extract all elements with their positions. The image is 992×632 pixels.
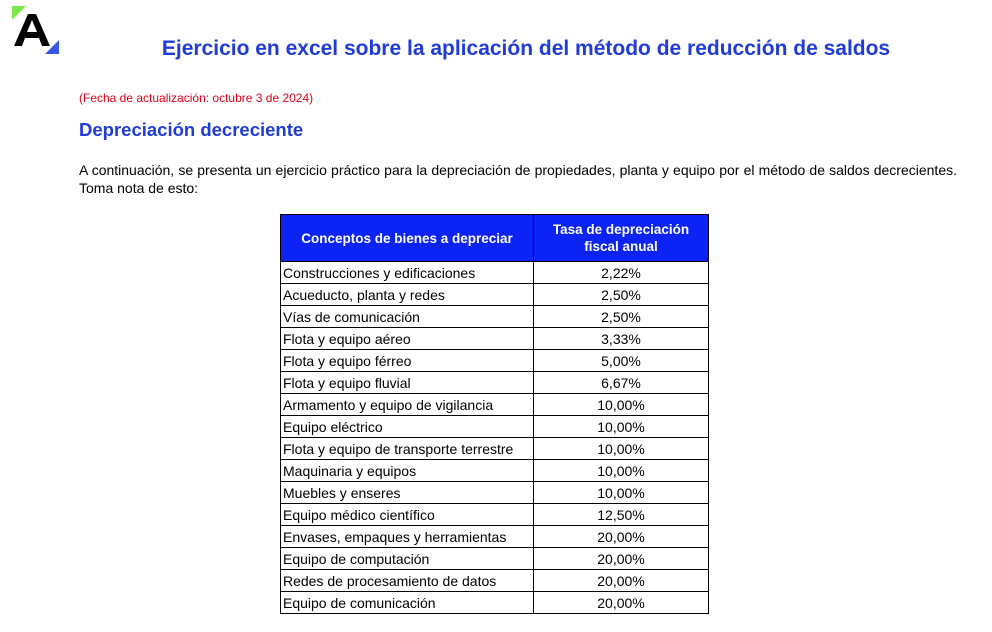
concept-cell: Acueducto, planta y redes xyxy=(281,284,534,306)
rate-cell: 20,00% xyxy=(534,548,709,570)
rate-cell: 20,00% xyxy=(534,526,709,548)
table-row xyxy=(281,394,709,416)
concept-cell: Muebles y enseres xyxy=(281,482,534,504)
concept-cell: Equipo de computación xyxy=(281,548,534,570)
table-row xyxy=(281,262,709,284)
concept-cell: Construcciones y edificaciones xyxy=(281,262,534,284)
table-row xyxy=(281,482,709,504)
table-header-row xyxy=(281,215,709,262)
rate-cell: 2,22% xyxy=(534,262,709,284)
rate-cell: 12,50% xyxy=(534,504,709,526)
table-row xyxy=(281,592,709,614)
concept-cell: Flota y equipo férreo xyxy=(281,350,534,372)
concept-cell: Equipo de comunicación xyxy=(281,592,534,614)
table-row xyxy=(281,306,709,328)
concept-cell: Equipo eléctrico xyxy=(281,416,534,438)
concept-cell: Envases, empaques y herramientas xyxy=(281,526,534,548)
table-row xyxy=(281,548,709,570)
table-row xyxy=(281,284,709,306)
concept-cell: Flota y equipo fluvial xyxy=(281,372,534,394)
concept-cell: Flota y equipo aéreo xyxy=(281,328,534,350)
rate-cell: 10,00% xyxy=(534,394,709,416)
header-rate-line2: fiscal anual xyxy=(584,239,658,254)
concept-cell: Maquinaria y equipos xyxy=(281,460,534,482)
rate-cell: 6,67% xyxy=(534,372,709,394)
rate-cell: 10,00% xyxy=(534,416,709,438)
concept-cell: Vías de comunicación xyxy=(281,306,534,328)
table-row xyxy=(281,350,709,372)
rate-cell: 5,00% xyxy=(534,350,709,372)
actualicese-logo-icon[interactable] xyxy=(12,6,62,56)
section-title: Depreciación decreciente xyxy=(79,119,304,140)
concept-cell: Armamento y equipo de vigilancia xyxy=(281,394,534,416)
rate-cell: 10,00% xyxy=(534,482,709,504)
table-row xyxy=(281,438,709,460)
header-rate-line1: Tasa de depreciación xyxy=(552,222,690,237)
update-date: (Fecha de actualización: octubre 3 de 2024) xyxy=(79,91,314,105)
table-row xyxy=(281,416,709,438)
rate-cell: 10,00% xyxy=(534,438,709,460)
rate-cell: 20,00% xyxy=(534,570,709,592)
rate-cell: 3,33% xyxy=(534,328,709,350)
header-concept: Conceptos de bienes a depreciar xyxy=(281,215,534,262)
table-row xyxy=(281,372,709,394)
concept-cell: Equipo médico científico xyxy=(281,504,534,526)
page-title: Ejercicio en excel sobre la aplicación del método de reducción de saldos xyxy=(161,37,891,60)
table-row xyxy=(281,570,709,592)
table-row xyxy=(281,460,709,482)
table-row xyxy=(281,504,709,526)
header-rate xyxy=(534,215,709,262)
concept-cell: Flota y equipo de transporte terrestre xyxy=(281,438,534,460)
rate-cell: 2,50% xyxy=(534,306,709,328)
concept-cell: Redes de procesamiento de datos xyxy=(281,570,534,592)
table-row xyxy=(281,526,709,548)
depreciation-rates-table xyxy=(280,214,709,614)
rate-cell: 2,50% xyxy=(534,284,709,306)
table-row xyxy=(281,328,709,350)
rate-cell: 10,00% xyxy=(534,460,709,482)
rate-cell: 20,00% xyxy=(534,592,709,614)
intro-paragraph: A continuación, se presenta un ejercicio práctico para la depreciación de propiedades, planta y equipo por el método de saldos decrecientes. Toma nota de esto: xyxy=(79,162,957,196)
